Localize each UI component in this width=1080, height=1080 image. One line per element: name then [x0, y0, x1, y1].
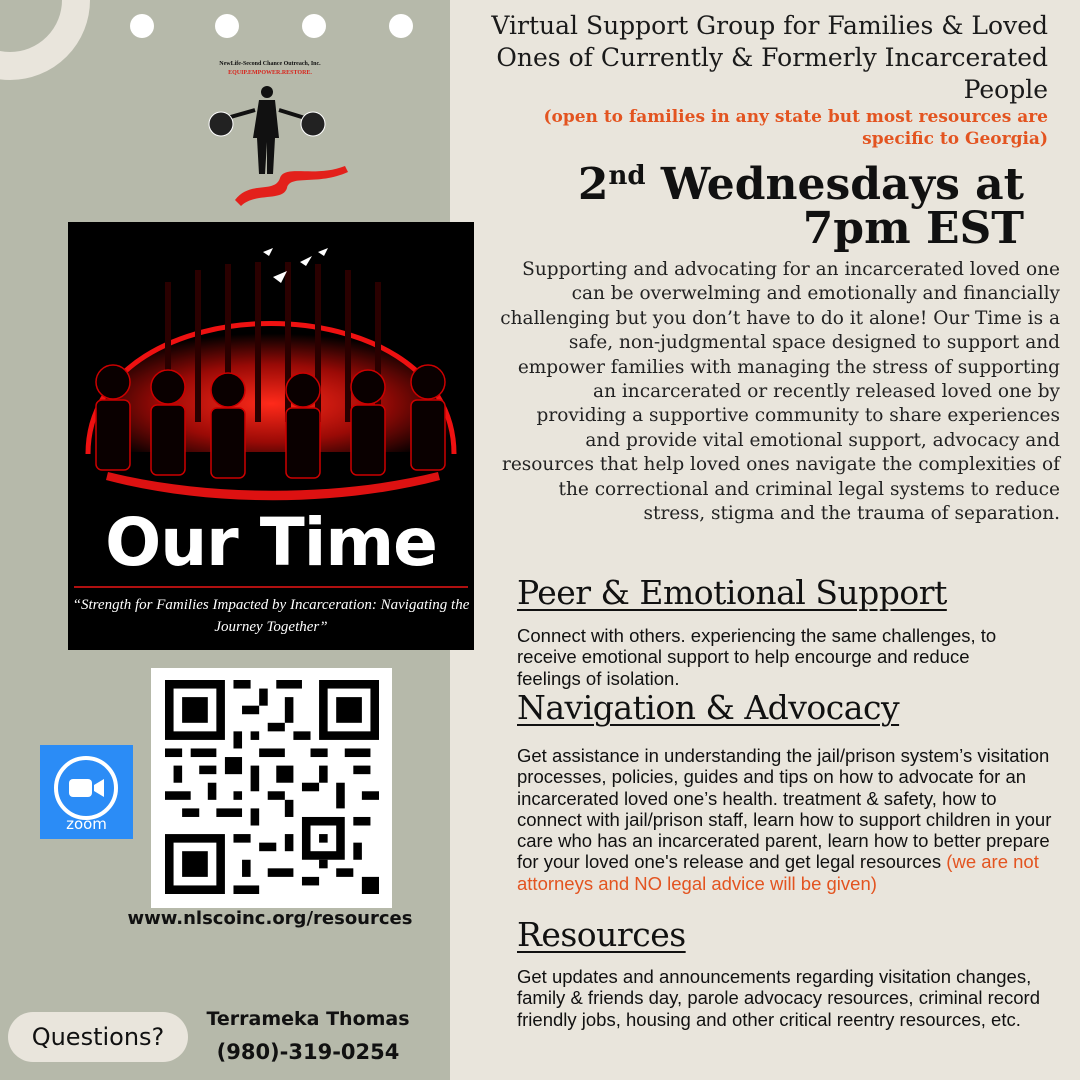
contact-name: Terrameka Thomas	[206, 1008, 410, 1030]
zoom-camera-icon	[53, 755, 119, 821]
qr-code[interactable]	[165, 680, 379, 894]
page-subhead: (open to families in any state but most resources are specific to Georgia)	[543, 107, 1048, 149]
dot-decoration	[215, 14, 239, 38]
cover-divider	[74, 586, 468, 588]
intro-paragraph: Supporting and advocating for an incarcerated loved one can be overwelming and emotionally and financially challenging but you don’t have to do it alone! Our Time is a safe, non-judgmental space designed to support and empower families with managing the stress of supporting an incarcerated or recently released loved one by providing a supportive community to share experiences and provide vital emotional support, advocacy and resources that help loved ones navigate the complexities of the correctional and criminal legal systems to reduce stress, stigma and the trauma of separation.	[500, 259, 1060, 525]
meeting-day-number: 2	[577, 159, 609, 210]
right-panel	[450, 0, 1080, 1080]
meeting-day-suffix: nd	[608, 161, 646, 191]
navigation-advocacy-body	[517, 745, 1065, 894]
peer-support-title: Peer & Emotional Support	[517, 573, 947, 612]
org-name: NewLife-Second Chance Outreach, Inc.	[219, 61, 321, 67]
zoom-label: zoom	[66, 815, 107, 833]
dot-decoration	[302, 14, 326, 38]
families-holding-hands-illustration	[68, 222, 474, 522]
navigation-advocacy-title: Navigation & Advocacy	[517, 688, 900, 727]
our-time-cover	[68, 222, 474, 650]
qr-code-card[interactable]	[151, 668, 392, 908]
meeting-day-text: Wednesdays at	[645, 159, 1024, 210]
resources-title: Resources	[517, 915, 686, 954]
questions-label: Questions?	[8, 1012, 188, 1062]
zoom-logo[interactable]	[40, 745, 133, 839]
dot-decoration	[389, 14, 413, 38]
legal-disclaimer: (we are not attorneys and NO legal advice will be given)	[517, 851, 1039, 894]
peer-support-body: Connect with others. experiencing the same challenges, to receive emotional support to help encourge and reduce feelings of isolation.	[517, 625, 997, 689]
contact-phone[interactable]: (980)-319-0254	[216, 1040, 400, 1064]
org-logo	[205, 82, 355, 207]
org-tagline: EQUIP.EMPOWER.RESTORE.	[228, 70, 312, 76]
page-headline: Virtual Support Group for Families & Loved Ones of Currently & Formerly Incarcerated People	[491, 11, 1048, 104]
meeting-time: 7pm EST	[802, 203, 1024, 254]
navigation-advocacy-text: Get assistance in understanding the jail/prison system’s visitation processes, policies, guides and tips on how to advocate for an incarcerated loved one’s health. treatment & safety, how to connect with jail/prison staff, learn how to support children in your care who has an incarcerated parent, learn how to better prepare for your loved one's release and get legal resources	[517, 745, 1052, 873]
website-url[interactable]: www.nlscoinc.org/resources	[127, 908, 413, 929]
cover-title: Our Time	[105, 504, 437, 581]
cover-quote: “Strength for Families Impacted by Incarceration: Navigating the Journey Together”	[72, 597, 470, 635]
dot-decoration	[130, 14, 154, 38]
resources-body: Get updates and announcements regarding visitation changes, family & friends day, parole advocacy resources, criminal record friendly jobs, housing and other critical reentry resources, etc.	[517, 966, 1041, 1030]
corner-ring-decoration	[0, 0, 90, 80]
